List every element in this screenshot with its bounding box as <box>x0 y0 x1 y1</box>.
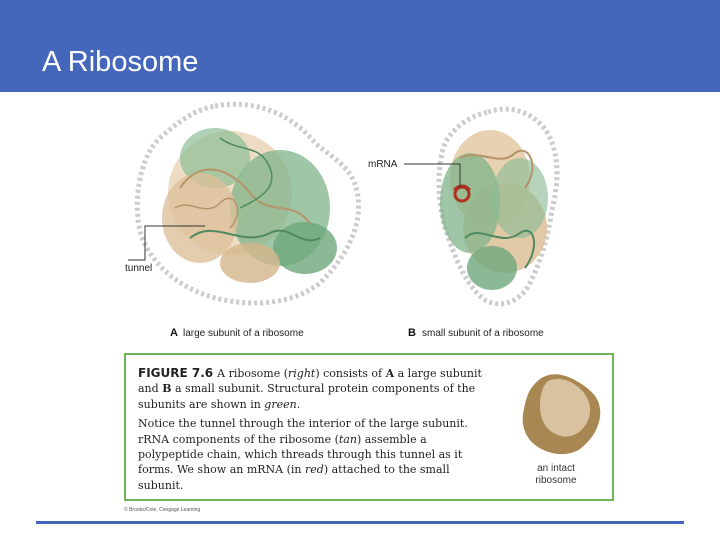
large-subunit-structure <box>162 128 337 283</box>
caption-run: ) assemble a polypeptide chain, which threads through this tunnel as it forms. We show an mRNA (in <box>138 432 463 477</box>
caption-run: . <box>296 397 301 411</box>
caption-paragraph-2 <box>138 416 486 493</box>
caption-run: a small subunit. Structural protein components of the subunits are shown in <box>138 382 476 411</box>
panel-b-label: small subunit of a ribosome <box>422 328 544 339</box>
mrna-label: mRNA <box>368 159 398 170</box>
ribosome-illustration <box>120 98 618 358</box>
caption-run: B <box>162 382 172 396</box>
caption-run: tan <box>338 432 357 446</box>
figure-caption <box>138 366 486 497</box>
panel-a-label: large subunit of a ribosome <box>183 328 304 339</box>
caption-run: ) attached to the small subunit. <box>138 463 450 492</box>
slide-title: A Ribosome <box>42 46 199 78</box>
intact-ribosome-label: an intact ribosome <box>535 463 577 486</box>
caption-paragraph-1 <box>138 366 486 412</box>
caption-run: Notice the tunnel through the interior of the large subunit. rRNA components of the ribosome ( <box>138 417 468 446</box>
bottom-rule <box>36 521 684 524</box>
caption-run: a large subunit and <box>138 367 482 396</box>
caption-run: right <box>288 367 316 380</box>
caption-run: red <box>305 463 324 477</box>
small-subunit-structure <box>440 130 548 290</box>
caption-run: A ribosome ( <box>217 367 289 380</box>
tunnel-label: tunnel <box>125 263 153 274</box>
figure-number: FIGURE 7.6 <box>138 366 214 380</box>
caption-run: A <box>385 367 395 380</box>
copyright-line: © Brooks/Cole, Cengage Learning <box>124 507 201 513</box>
panel-b-letter: B <box>408 327 416 339</box>
caption-run: ) consists of <box>315 367 386 380</box>
intact-ribosome-icon <box>510 369 610 459</box>
caption-run: green <box>264 397 297 411</box>
panel-a-letter: A <box>170 327 178 339</box>
